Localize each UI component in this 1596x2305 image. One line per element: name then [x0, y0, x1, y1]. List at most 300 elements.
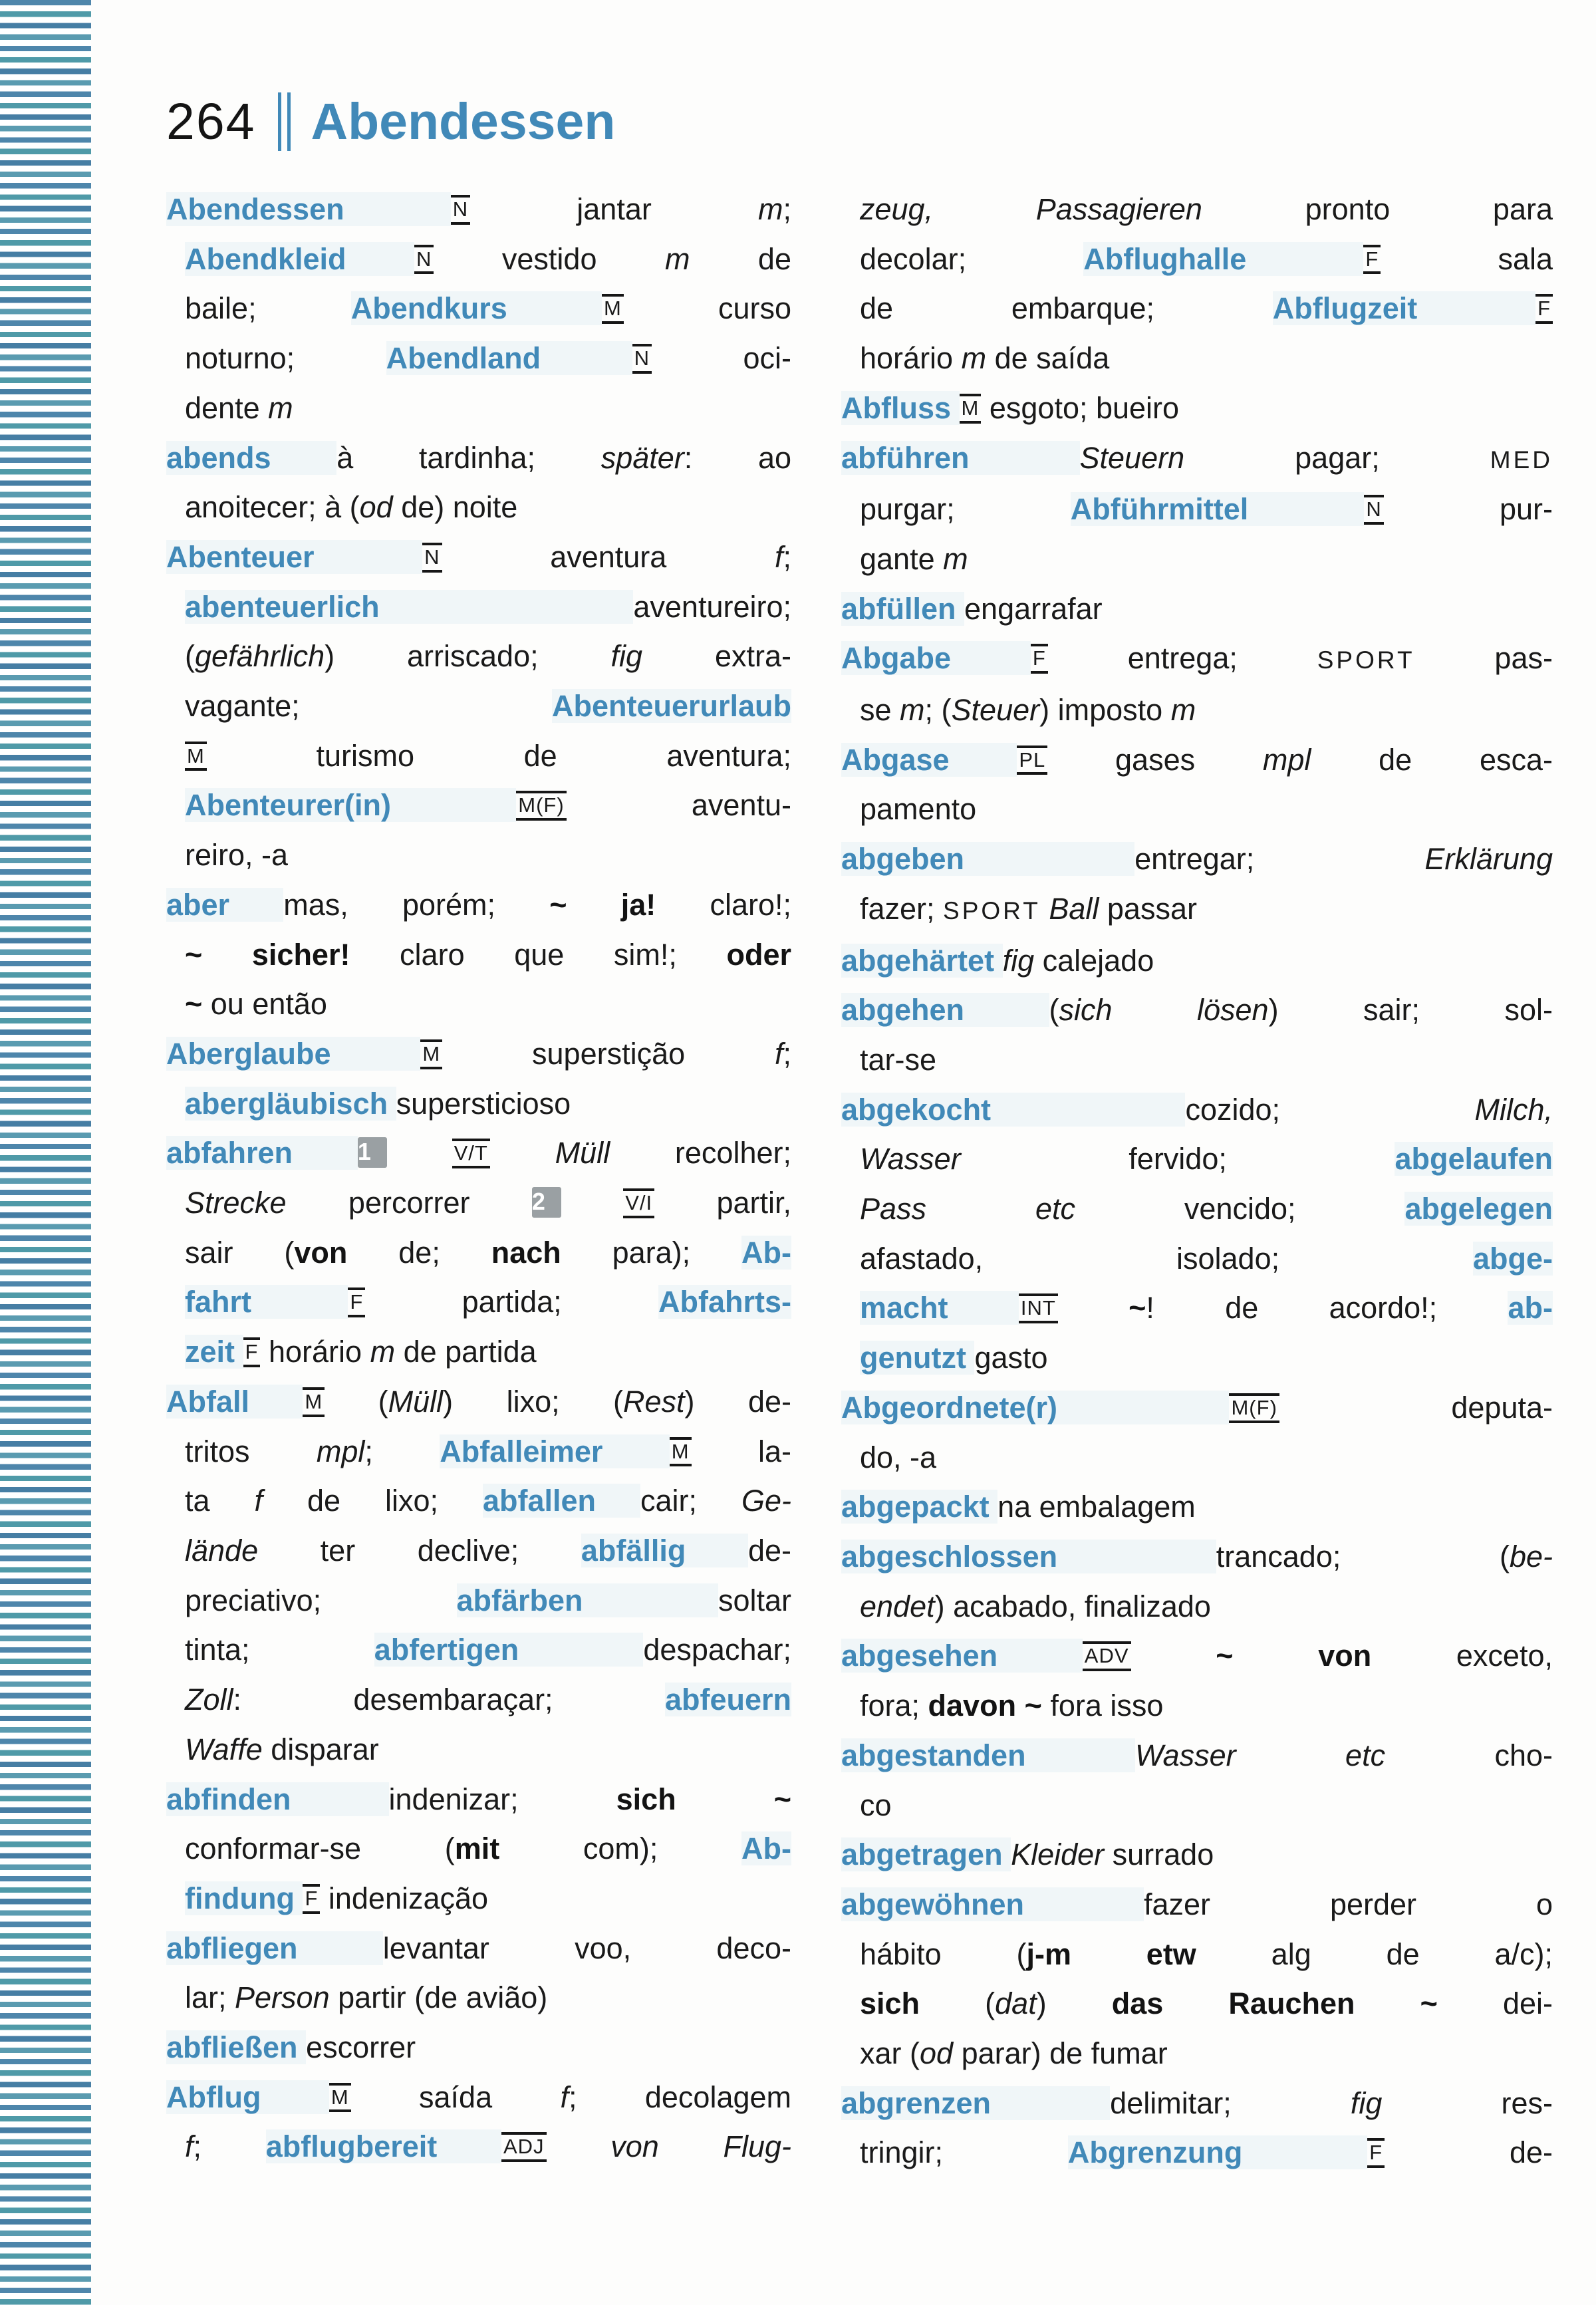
context-italic: be- [1509, 1539, 1553, 1573]
dictionary-line [166, 1427, 791, 1477]
headword: abgelaufen [1395, 1142, 1553, 1176]
definition-text: ! de acordo!; [1146, 1291, 1508, 1325]
grammar-marker: V/I [623, 1188, 654, 1218]
definition-text: fervido; [960, 1142, 1395, 1176]
context-italic: Erklärung [1424, 842, 1553, 877]
definition-text: fora isso [1041, 1689, 1164, 1723]
grammar-marker: M [960, 394, 982, 424]
context-italic: gefährlich [195, 639, 325, 674]
grammar-marker: F [348, 1288, 365, 1317]
dictionary-line [841, 585, 1553, 634]
dictionary-line [166, 1526, 791, 1576]
dictionary-line [166, 1476, 791, 1526]
dictionary-line [841, 384, 1553, 434]
headword: Abenteurer(in) [185, 788, 517, 823]
context-italic: m [961, 341, 987, 376]
headword: ab- [1508, 1291, 1553, 1325]
definition-text: se [860, 693, 900, 728]
definition-text: oci- [652, 341, 791, 376]
context-italic: Waffe [185, 1732, 263, 1766]
definition-text: esgoto; bueiro [981, 390, 1180, 425]
headword: abgewöhnen [841, 1887, 1144, 1921]
definition-text: conformar-se ( [185, 1831, 455, 1866]
headword: abfeuern [664, 1683, 791, 1717]
headword: findung [185, 1881, 303, 1915]
definition-text: fora; [860, 1689, 928, 1723]
context-italic: fig [1350, 2086, 1383, 2120]
grammar-marker: PL [1017, 746, 1047, 775]
definition-text: de embarque; [860, 291, 1273, 326]
context-italic: Steuern [1079, 440, 1185, 475]
context-italic: od [359, 490, 393, 525]
headword: zeit [185, 1335, 243, 1369]
dictionary-line [841, 884, 1553, 936]
definition-text [1058, 1291, 1129, 1325]
dictionary-line [841, 2079, 1553, 2129]
definition-text [1131, 1639, 1216, 1673]
headword: Abfall [166, 1384, 303, 1419]
headword: Abgrenzung [1067, 2135, 1368, 2170]
bold-text: ~ [185, 987, 203, 1021]
dictionary-line [166, 483, 791, 533]
definition-text: partir, [654, 1186, 791, 1220]
grammar-marker: N [422, 543, 442, 573]
definition-text: jantar [470, 192, 758, 226]
definition-text: tritos [185, 1434, 317, 1468]
headword: abgehen [841, 993, 1049, 1027]
definition-text: saída [350, 2080, 561, 2114]
grammar-marker: V/T [452, 1139, 490, 1168]
headword: abflugbereit [265, 2129, 501, 2164]
context-italic: m [900, 693, 925, 728]
definition-text: afastado, isolado; [860, 1241, 1473, 1276]
definition-text: ; [783, 539, 791, 574]
definition-text: de) noite [392, 490, 518, 525]
dictionary-line [166, 1178, 791, 1228]
definition-text: calejado [1034, 943, 1154, 978]
definition-text: de- [1385, 2135, 1553, 2170]
definition-text: decolar; [860, 241, 1084, 276]
definition-text: ta [185, 1484, 255, 1518]
context-italic: zeug, Passagieren [860, 192, 1202, 226]
definition-text: à tardinha; [336, 440, 601, 475]
definition-text: de esca- [1311, 742, 1553, 777]
definition-text: gases [1047, 742, 1263, 777]
context-italic: f [185, 2129, 194, 2164]
grammar-marker: N [451, 195, 470, 225]
definition-text: ) de- [684, 1384, 791, 1419]
headword: abgepackt [841, 1490, 998, 1524]
definition-text: partir (de avião) [329, 1980, 548, 2015]
definition-text: pronto para [1202, 192, 1553, 226]
grammar-marker: N [1364, 495, 1383, 525]
headword: abfällig [581, 1533, 748, 1567]
definition-text: extra- [642, 639, 792, 674]
headword: Abflughalle [1083, 241, 1364, 276]
dictionary-line [841, 1681, 1553, 1731]
context-italic: sich lösen [1059, 993, 1269, 1027]
definition-text [490, 1136, 555, 1170]
definition-text: noturno; [185, 341, 386, 376]
dictionary-line [166, 284, 791, 334]
dictionary-line [166, 434, 791, 483]
context-italic: f [254, 1484, 263, 1518]
grammar-marker: INT [1019, 1293, 1058, 1323]
dictionary-line [166, 1775, 791, 1825]
headword: genutzt [860, 1341, 975, 1375]
definition-text: passar [1099, 891, 1197, 926]
bold-text: oder [726, 937, 791, 972]
dictionary-line [166, 1228, 791, 1278]
definition-text: partida; [365, 1285, 659, 1319]
dictionary-line [166, 235, 791, 285]
headword: abgesehen [841, 1639, 1083, 1673]
definition-text: vagante; [185, 689, 552, 724]
definition-text: co [860, 1788, 892, 1822]
context-italic: m [268, 390, 293, 425]
context-italic: dat [995, 1986, 1037, 2021]
headword: aber [166, 887, 284, 922]
dictionary-line [841, 936, 1553, 986]
column-left [166, 185, 791, 2172]
dictionary-line [841, 1085, 1553, 1135]
definition-text: mas, porém; [283, 887, 550, 922]
definition-text: claro!; [656, 887, 791, 922]
context-italic: Ge- [741, 1484, 791, 1518]
context-italic: Müll [388, 1384, 444, 1419]
definition-text [387, 1136, 452, 1170]
grammar-marker: N [414, 245, 434, 275]
headword: abgeben [841, 842, 1135, 877]
definition-text: entregar; [1134, 842, 1425, 877]
definition-text: ; [193, 2129, 266, 2164]
grammar-marker: M [420, 1039, 442, 1069]
dictionary-line [841, 1383, 1553, 1433]
headword: abenteuerlich [185, 589, 634, 624]
guide-word: Abendessen [311, 92, 616, 150]
dictionary-line [841, 334, 1553, 384]
dictionary-line [166, 781, 791, 831]
definition-text: ) imposto [1039, 693, 1171, 728]
context-italic: m [370, 1335, 396, 1369]
definition-text: reiro, -a [185, 838, 289, 873]
dictionary-line [166, 930, 791, 980]
headword: abfließen [166, 2030, 307, 2065]
dictionary-line [841, 185, 1553, 235]
definition-text: ; ( [924, 693, 952, 728]
definition-text: pagar; [1184, 440, 1490, 475]
grammar-marker: F [1535, 294, 1553, 324]
bold-text: ~ ja! [549, 887, 656, 922]
dictionary-line [166, 831, 791, 881]
bold-text: sich ~ [616, 1782, 791, 1816]
definition-text: ; [783, 1036, 792, 1071]
dictionary-line [166, 1675, 791, 1725]
headword: Aberglaube [166, 1036, 421, 1071]
definition-text: de partida [395, 1335, 537, 1369]
definition-text: horário [860, 341, 962, 376]
headword: Abenteuer [166, 539, 423, 574]
dictionary-line [841, 686, 1553, 736]
dictionary-line [841, 1284, 1553, 1333]
definition-text: fazer; [860, 891, 944, 926]
definition-text: aventu- [566, 788, 791, 823]
dictionary-line [841, 235, 1553, 285]
bold-text: nach [491, 1235, 561, 1270]
grammar-marker: F [1031, 644, 1048, 674]
context-italic: fig [610, 639, 643, 674]
definition-text: ) sair; sol- [1268, 993, 1553, 1027]
definition-text: pamento [860, 792, 977, 827]
headword: abfahren [166, 1136, 358, 1170]
definition-text: entrega; [1047, 641, 1317, 676]
context-italic: von Flug- [610, 2129, 791, 2164]
grammar-marker: M(F) [1229, 1393, 1279, 1423]
grammar-marker: M [303, 1387, 325, 1417]
context-italic: Rest [623, 1384, 685, 1419]
dictionary-line [841, 1532, 1553, 1582]
definition-text [1041, 892, 1049, 926]
bold-text: sich [860, 1986, 920, 2021]
context-italic: Wasser etc [1134, 1738, 1386, 1772]
dictionary-line [166, 632, 791, 682]
dictionary-line [841, 1880, 1553, 1930]
page-number: 264 [166, 92, 256, 150]
context-italic: endet [860, 1589, 935, 1623]
grammar-marker: M [670, 1437, 692, 1467]
definition-text: de- [747, 1533, 791, 1567]
sense-number: 2 [532, 1187, 561, 1218]
dictionary-line [841, 485, 1553, 535]
definition-text: xar ( [860, 2036, 920, 2071]
definition-text [561, 1186, 623, 1220]
headword: macht [860, 1291, 1019, 1325]
context-italic: Ball [1049, 891, 1099, 926]
bold-text: davon ~ [928, 1689, 1042, 1723]
context-italic: Zoll [185, 1683, 233, 1717]
headword: Abendessen [166, 192, 451, 226]
grammar-marker: M [329, 2083, 351, 2113]
headword: Abführmittel [1070, 492, 1365, 527]
definition-text: gasto [974, 1341, 1048, 1375]
definition-text: do, -a [860, 1440, 937, 1474]
definition-text: ) acabado, finalizado [934, 1589, 1211, 1623]
dictionary-line [841, 1930, 1553, 1980]
headword: Abgeordnete(r) [841, 1390, 1230, 1424]
dictionary-line [166, 980, 791, 1029]
grammar-marker: M [185, 742, 207, 771]
dictionary-line [841, 1781, 1553, 1831]
field-label: SPORT [943, 896, 1041, 924]
dictionary-line [841, 2029, 1553, 2079]
context-italic: fig [1002, 943, 1035, 978]
headword: abge- [1472, 1241, 1553, 1276]
definition-text: tringir; [860, 2135, 1068, 2170]
definition-text: res- [1382, 2086, 1553, 2120]
definition-text: : desembaraçar; [233, 1683, 665, 1717]
headword: Ab- [741, 1831, 791, 1866]
dictionary-line [166, 1576, 791, 1626]
headword: abgelegen [1404, 1192, 1553, 1226]
definition-text: para); [561, 1235, 742, 1270]
definition-text: indenizar; [388, 1782, 616, 1816]
context-italic: od [920, 2036, 954, 2071]
sense-number: 1 [358, 1137, 387, 1168]
definition-text: ( [920, 1986, 996, 2021]
headword: abführen [841, 440, 1080, 475]
dictionary-line [841, 1333, 1553, 1383]
definition-text: pur- [1383, 492, 1553, 527]
definition-text: com); [499, 1831, 742, 1866]
context-italic: Person [235, 1980, 330, 2015]
context-italic: Kleider [1011, 1837, 1105, 1872]
definition-text: ( [1049, 993, 1059, 1027]
dictionary-line [841, 1234, 1553, 1284]
bold-text: ~ [1129, 1291, 1146, 1325]
dictionary-line [166, 1924, 791, 1974]
dictionary-line [841, 1035, 1553, 1085]
bold-text: j-m etw [1026, 1937, 1196, 1971]
page-header [166, 85, 615, 158]
definition-text: recolher; [610, 1136, 791, 1170]
definition-text [547, 2129, 611, 2163]
definition-text: tinta; [185, 1633, 374, 1667]
dictionary-line [166, 1377, 791, 1427]
dictionary-line [166, 1874, 791, 1924]
definition-text: alg de a/c); [1196, 1937, 1553, 1971]
headword: Abflugzeit [1272, 291, 1536, 326]
dictionary-line [841, 2128, 1553, 2178]
definition-text: preciativo; [185, 1583, 457, 1617]
headword: abgeschlossen [841, 1539, 1216, 1573]
headword: Abfahrts- [658, 1285, 792, 1319]
definition-text: dei- [1437, 1986, 1553, 2021]
bold-text: ~ sicher! [185, 937, 350, 972]
definition-text: curso [623, 291, 791, 326]
dictionary-line [166, 334, 791, 384]
dictionary-line [166, 384, 791, 434]
definition-text: na embalagem [998, 1490, 1196, 1524]
definition-text: ; [364, 1434, 440, 1468]
dictionary-line [166, 1327, 791, 1377]
definition-text: vestido [434, 241, 665, 276]
headword: abgekocht [841, 1092, 1186, 1127]
definition-text: ; [783, 192, 791, 226]
headword: Abenteuerurlaub [551, 689, 791, 724]
definition-text: trancado; ( [1216, 1539, 1510, 1573]
context-italic: Steuer [951, 693, 1040, 728]
headword: Abendkleid [185, 241, 415, 276]
grammar-marker: F [1363, 245, 1381, 275]
dictionary-line [166, 1029, 791, 1079]
context-italic: f [774, 1036, 783, 1071]
definition-text: levantar voo, deco- [382, 1931, 791, 1965]
grammar-marker: M [602, 294, 624, 324]
definition-text: purgar; [860, 492, 1071, 527]
headword: Abendland [386, 341, 632, 376]
dictionary-line [841, 1979, 1553, 2029]
definition-text: ; decolagem [569, 2080, 792, 2114]
definition-text: de [690, 241, 791, 276]
definition-text: exceto, [1371, 1639, 1553, 1673]
bold-text: von [294, 1235, 348, 1270]
dictionary-line [841, 1433, 1553, 1483]
definition-text: ter declive; [258, 1533, 581, 1567]
dictionary-line [841, 284, 1553, 334]
dictionary-line [841, 1135, 1553, 1184]
context-italic: Wasser [860, 1142, 961, 1176]
field-label: MED [1490, 446, 1553, 474]
headword: abfüllen [841, 591, 965, 626]
dictionary-line [166, 1625, 791, 1675]
header-divider-bars [278, 92, 291, 151]
field-label: SPORT [1317, 646, 1415, 674]
column-right [841, 185, 1553, 2178]
definition-text: gante [860, 541, 944, 576]
dictionary-line [841, 634, 1553, 686]
dictionary-line [841, 1582, 1553, 1632]
headword: abfertigen [374, 1633, 644, 1667]
bold-text: ~ von [1216, 1639, 1372, 1673]
definition-text: delimitar; [1110, 2086, 1351, 2120]
headword: Abgase [841, 742, 1017, 777]
definition-text: sala [1381, 241, 1553, 276]
dictionary-line [166, 732, 791, 781]
definition-text: despachar; [643, 1633, 791, 1667]
definition-text: cair; [640, 1484, 741, 1518]
dictionary-line [166, 1278, 791, 1327]
headword: Abflug [166, 2080, 329, 2114]
dictionary-line [166, 2073, 791, 2123]
definition-text: disparar [262, 1732, 379, 1766]
context-italic: f [774, 539, 783, 574]
context-italic: m [664, 241, 690, 276]
dictionary-line [841, 1482, 1553, 1532]
definition-text: engarrafar [964, 591, 1103, 626]
definition-text: turismo de aventura; [206, 738, 791, 773]
dictionary-line [166, 2122, 791, 2172]
definition-text: indenização [320, 1881, 489, 1915]
headword: abgestanden [841, 1738, 1135, 1772]
dictionary-line [841, 1631, 1553, 1681]
context-italic: m [1170, 693, 1196, 728]
dictionary-line [841, 835, 1553, 884]
definition-text: soltar [718, 1583, 791, 1617]
headword: abends [166, 440, 337, 475]
headword: fahrt [185, 1285, 348, 1319]
dictionary-line [166, 1079, 791, 1129]
grammar-marker: M(F) [516, 791, 566, 821]
headword: abfliegen [166, 1931, 383, 1965]
definition-text: surrado [1104, 1837, 1214, 1872]
definition-text: vencido; [1075, 1192, 1405, 1226]
definition-text: ou então [202, 987, 327, 1021]
context-italic: später [600, 440, 684, 475]
definition-text: horário [260, 1335, 370, 1369]
grammar-marker: ADJ [501, 2132, 547, 2162]
definition-text: anoitecer; à ( [185, 490, 360, 525]
definition-text: parar) de fumar [953, 2036, 1168, 2071]
definition-text: ) lixo; ( [443, 1384, 624, 1419]
context-italic: m [943, 541, 968, 576]
context-italic: mpl [1262, 742, 1311, 777]
headword: Ab- [741, 1235, 792, 1270]
headword: Abgabe [841, 641, 1031, 676]
dictionary-line [841, 1184, 1553, 1234]
definition-text: superstição [442, 1036, 775, 1071]
dictionary-line [841, 1731, 1553, 1781]
headword: abfärben [456, 1583, 718, 1617]
